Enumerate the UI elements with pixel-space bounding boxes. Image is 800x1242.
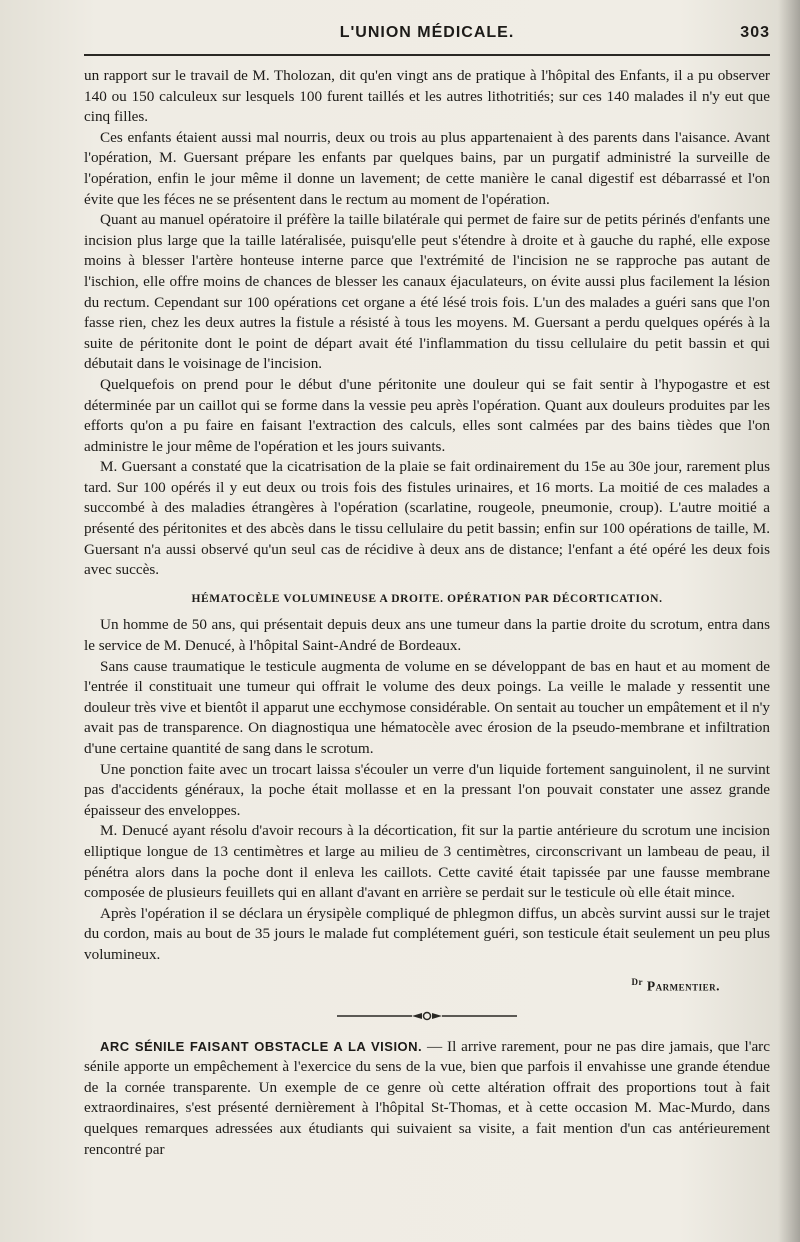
paragraph <box>84 1037 770 1161</box>
signature-name: Parmentier. <box>646 978 720 994</box>
signature-title: Dr <box>631 976 643 987</box>
paragraph: M. Denucé ayant résolu d'avoir recours à la décortication, fit sur la partie antérieure du scrotum une incision elliptique longue de 13 centimètres et large au milieu de 3 centimètres, circonscrivant un lambeau de peau, il pénétra alors dans la poche dont il enleva les caillots. Cette cavité était tapissée par une fausse membrane composée de plusieurs feuillets qui en allant d'avant en arrière se perdait sur le testicule où elle était mince. <box>84 822 770 902</box>
paragraph: M. Guersant a constaté que la cicatrisation de la plaie se fait ordinairement du 15e au 30e jour, rarement plus tard. Sur 100 opérés il y eut deux ou trois fois des fistules urinaires, et 16 morts. La moitié de ces malades a succombé à des maladies étrangères à l'opération (scarlatine, rougeole, pneumonie, croup). L'autre moitié a présenté des péritonites et des abcès dans le tissu cellulaire du petit bassin; enfin sur 100 opérations de taille, M. Guersant n'a aussi observé qu'un seul cas de récidive à deux ans de distance; l'enfant a été opéré les deux fois avec succès. <box>84 458 770 579</box>
header-rule <box>84 54 770 56</box>
paragraph: Ces enfants étaient aussi mal nourris, deux ou trois au plus appartenaient à des parents dans l'aisance. Avant l'opération, M. Guersant prépare les enfants par quelques bains, par un purgatif administré la surveille de l'opération, enfin le jour même il donne un lavement; de cette manière le canal digestif est débarrassé et l'on évite que les féces ne se présentent dans le rectum au moment de l'opération. <box>84 128 770 208</box>
section-ornament <box>84 1009 770 1023</box>
journal-title: L'UNION MÉDICALE. <box>339 24 515 41</box>
author-signature <box>84 972 720 997</box>
paragraph: un rapport sur le travail de M. Tholozan, dit qu'en vingt ans de pratique à l'hôpital des Enfants, il a pu observer 140 ou 150 calculeux sur lesquels 100 furent taillés et les autres lithotritiés; sur ces 140 malades il n'y eut que cinq filles. <box>84 67 770 126</box>
page-number: 303 <box>740 24 770 41</box>
paragraph: Une ponction faite avec un trocart laissa s'écouler un verre d'un liquide fortement sanguinolent, il ne survint pas d'accidents généraux, la poche était mollasse et en la pressant l'on pouvait constater une assez grande épaisseur des enveloppes. <box>84 760 770 819</box>
running-head <box>84 20 770 54</box>
article-heading: ARC SÉNILE FAISANT OBSTACLE A LA VISION. <box>100 1038 423 1054</box>
article-text: — Il arrive rarement, pour ne pas dire jamais, que l'arc sénile apporte un empêchement à l'exercice du sens de la vue, bien que parfois il envahisse une grande étendue de la cornée transparente. Un exemple de ce genre où cette altération offrait des proportions tout à fait extraordinaires, s'est présenté dernièrement à l'hôpital St-Thomas, et à cette occasion M. Mac-Murdo, dans quelques remarques adressées aux étudiants qui suivaient sa visite, a fait mention d'un cas antérieurement rencontré par <box>84 1037 770 1158</box>
section-heading: HÉMATOCÈLE VOLUMINEUSE A DROITE. OPÉRATION PAR DÉCORTICATION. <box>191 592 663 605</box>
ornament-divider-icon <box>327 1009 527 1023</box>
paragraph: Sans cause traumatique le testicule augmenta de volume en se développant de bas en haut et au moment de l'entrée il constituait une tumeur qui offrait le volume des deux poings. La veille le malade y ressentit une douleur très vive et bientôt il apparut une ecchymose considérable. On sentait au toucher un empâtement et il n'y avait pas de transparence. On diagnostiqua une hématocèle avec érosion de la pseudo-membrane et infiltration d'une certaine quantité de sang dans le scrotum. <box>84 657 770 757</box>
article-body <box>84 66 770 1160</box>
paragraph: Après l'opération il se déclara un érysipèle compliqué de phlegmon diffus, un abcès survint aussi sur le trajet du cordon, mais au bout de 35 jours le malade fut complétement guéri, son testicule était seulement un peu plus volumineux. <box>84 904 770 963</box>
paragraph: Un homme de 50 ans, qui présentait depuis deux ans une tumeur dans la partie droite du scrotum, entra dans le service de M. Denucé, à l'hôpital Saint-André de Bordeaux. <box>84 616 770 655</box>
paragraph: Quelquefois on prend pour le début d'une péritonite une douleur qui se fait sentir à l'hypogastre et est déterminée par un caillot qui se forme dans la vessie peu après l'opération. Quant aux douleurs produites par les efforts qu'on a pu faire en faisant l'extraction des calculs, elles sont calmées par des bains tièdes que l'on administre le jour même de l'opération et les jours suivants. <box>84 375 770 455</box>
paragraph: Quant au manuel opératoire il préfère la taille bilatérale qui permet de faire sur de petits périnés d'enfants une incision plus large que la taille latéralisée, puisqu'elle peut s'étendre à droite et à gauche du raphé, elle expose moins à blesser l'artère honteuse interne parce que l'extrémité de l'incision ne se rapproche pas autant de l'ischion, elle offre moins de chances de blesser les canaux éjaculateurs, on évite aussi plus facilement la lésion du rectum. Cependant sur 100 opérations cet organe a été lésé trois fois. L'un des malades a guéri sans que l'on fasse rien, chez les deux autres la fistule a résisté à tous les moyens. M. Guersant a perdu quelques opérés à la suite de péritonite dont le point de départ avait été l'inflammation du tissu cellulaire du petit bassin et qui débutait dans le voisinage de l'incision. <box>84 211 770 373</box>
